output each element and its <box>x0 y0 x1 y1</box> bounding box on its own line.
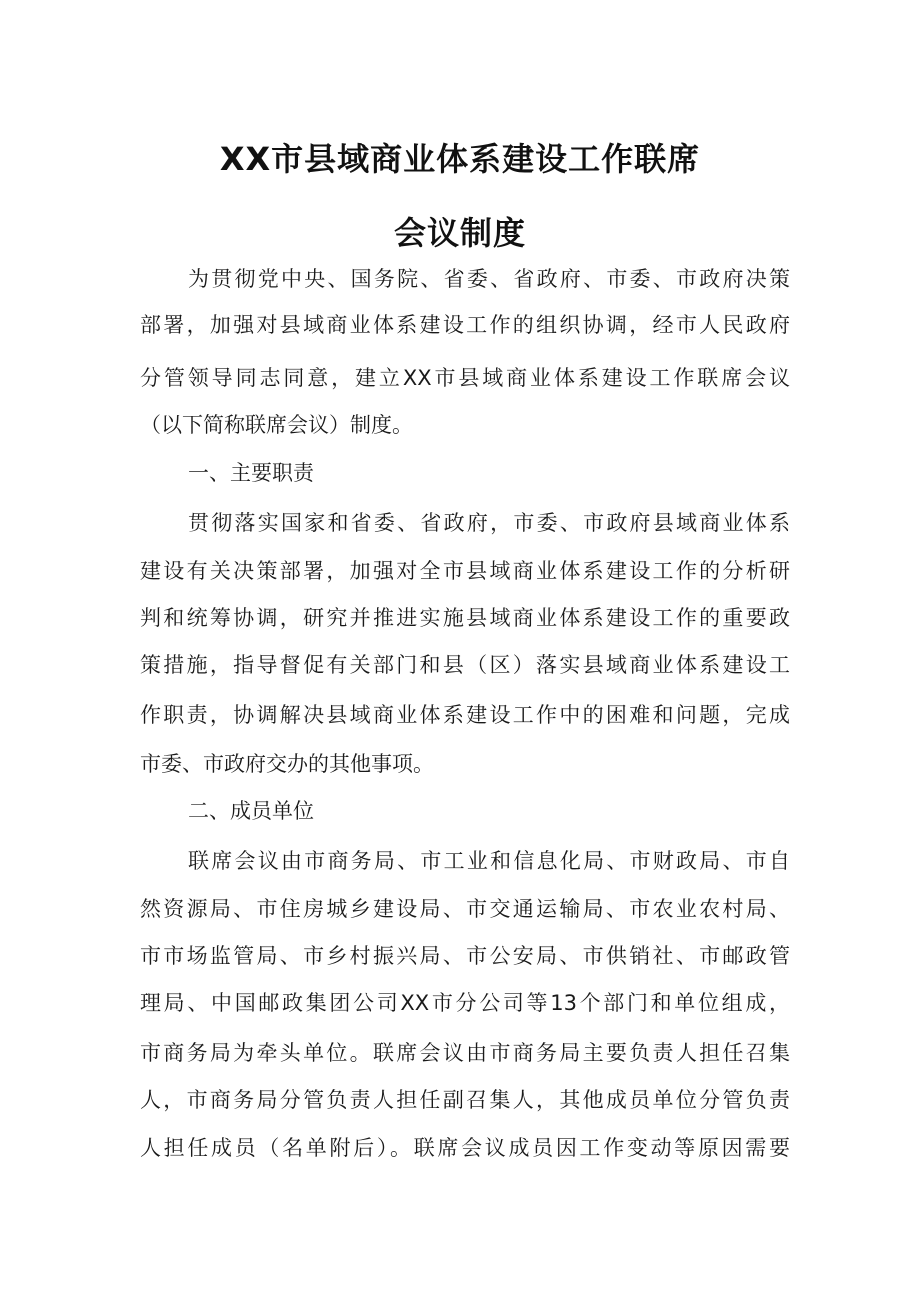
section-2-line-3: 市市场监管局、市乡村振兴局、市公安局、市供销社、市邮政管 <box>140 944 790 968</box>
document-title-line-2: 会议制度 <box>393 214 526 252</box>
section-1-line-4: 策措施，指导督促有关部门和县（区）落实县域商业体系建设工 <box>140 653 790 677</box>
section-2-line-7: 人担任成员（名单附后）。联席会议成员因工作变动等原因需要 <box>140 1136 790 1160</box>
section-1-line-6: 市委、市政府交办的其他事项。 <box>140 752 434 776</box>
intro-line-3: 分管领导同志同意，建立XX市县域商业体系建设工作联席会议 <box>140 366 790 390</box>
section-1-line-5: 作职责，协调解决县域商业体系建设工作中的困难和问题，完成 <box>140 703 790 727</box>
section-2-line-1: 联席会议由市商务局、市工业和信息化局、市财政局、市自 <box>188 849 790 873</box>
section-2-line-5: 市商务局为牵头单位。联席会议由市商务局主要负责人担任召集 <box>140 1041 790 1065</box>
section-1-heading: 一、主要职责 <box>188 461 314 485</box>
section-2-line-4: 理局、中国邮政集团公司XX市分公司等13个部门和单位组成， <box>140 991 790 1015</box>
section-1-line-2: 建设有关决策部署，加强对全市县域商业体系建设工作的分析研 <box>140 559 790 583</box>
section-2-heading: 二、成员单位 <box>188 799 314 823</box>
document-title-line-1: XX市县域商业体系建设工作联席 <box>219 140 701 178</box>
intro-line-1: 为贯彻党中央、国务院、省委、省政府、市委、市政府决策 <box>188 267 790 291</box>
section-2-line-6: 人，市商务局分管负责人担任副召集人，其他成员单位分管负责 <box>140 1088 790 1112</box>
intro-line-2: 部署，加强对县域商业体系建设工作的组织协调，经市人民政府 <box>140 313 790 337</box>
section-2-line-2: 然资源局、市住房城乡建设局、市交通运输局、市农业农村局、 <box>140 897 790 921</box>
intro-line-4: （以下简称联席会议）制度。 <box>140 413 413 437</box>
section-1-line-3: 判和统筹协调，研究并推进实施县域商业体系建设工作的重要政 <box>140 606 790 630</box>
section-1-line-1: 贯彻落实国家和省委、省政府，市委、市政府县域商业体系 <box>188 511 790 535</box>
